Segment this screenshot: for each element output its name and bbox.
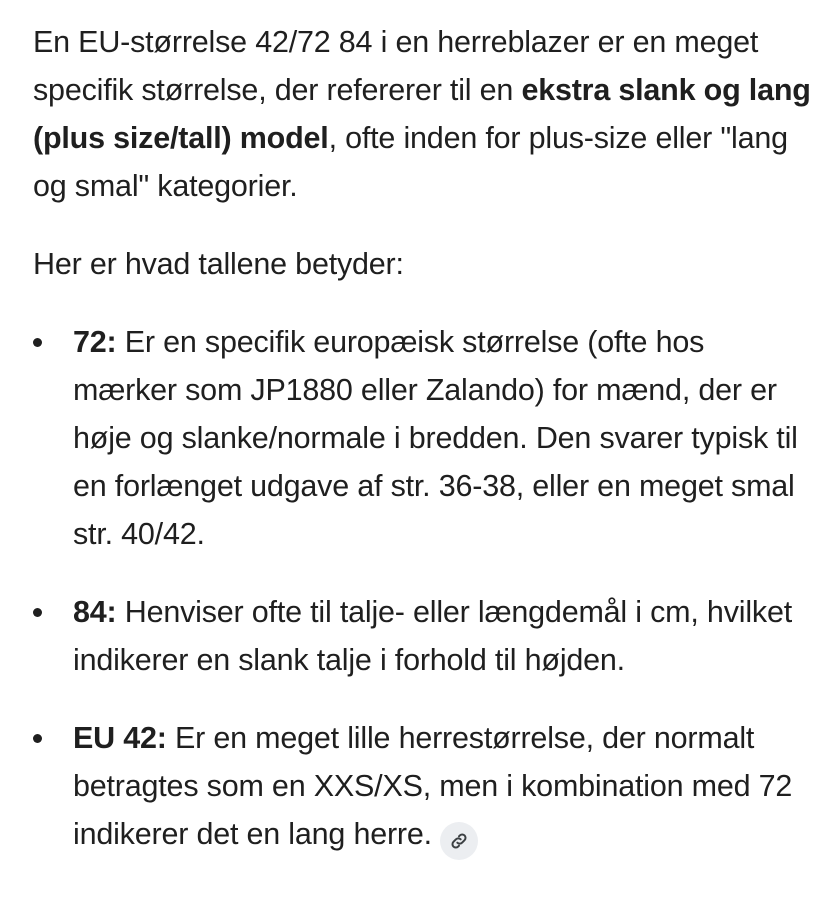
intro-bold-text: ekstra slank og lang (plus size/tall) model <box>33 73 811 155</box>
response-content <box>33 18 813 860</box>
list-item <box>33 714 813 860</box>
intro-text-before: En EU-størrelse 42/72 84 i en herreblazer er en meget specifik størrelse, der refererer til en <box>33 25 759 107</box>
bullet-dot <box>33 338 42 347</box>
bullet-dot <box>33 734 42 743</box>
list-item-term: 84: <box>73 595 117 629</box>
list-item-term: EU 42: <box>73 721 167 755</box>
list-item <box>33 588 813 684</box>
bullet-list <box>33 318 813 860</box>
link-icon <box>449 831 469 851</box>
intro-paragraph <box>33 18 813 210</box>
source-link-button[interactable] <box>440 822 478 860</box>
intro-text-after: , ofte inden for plus-size eller "lang og smal" kategorier. <box>33 121 788 203</box>
lead-paragraph: Her er hvad tallene betyder: <box>33 247 404 281</box>
list-item-text: Er en specifik europæisk størrelse (ofte hos mærker som JP1880 eller Zalando) for mænd, der er høje og slanke/normale i bredden. Den svarer typisk til en forlænget udgave af str. 36-38, eller en meget smal str. 40/42. <box>73 325 798 551</box>
list-item <box>33 318 813 558</box>
list-item-text: Henviser ofte til talje- eller længdemål i cm, hvilket indikerer en slank talje i forhold til højden. <box>73 595 792 677</box>
list-item-text: Er en meget lille herrestørrelse, der normalt betragtes som en XXS/XS, men i kombination med 72 indikerer det en lang herre. <box>73 721 793 851</box>
list-item-term: 72: <box>73 325 117 359</box>
bullet-dot <box>33 608 42 617</box>
